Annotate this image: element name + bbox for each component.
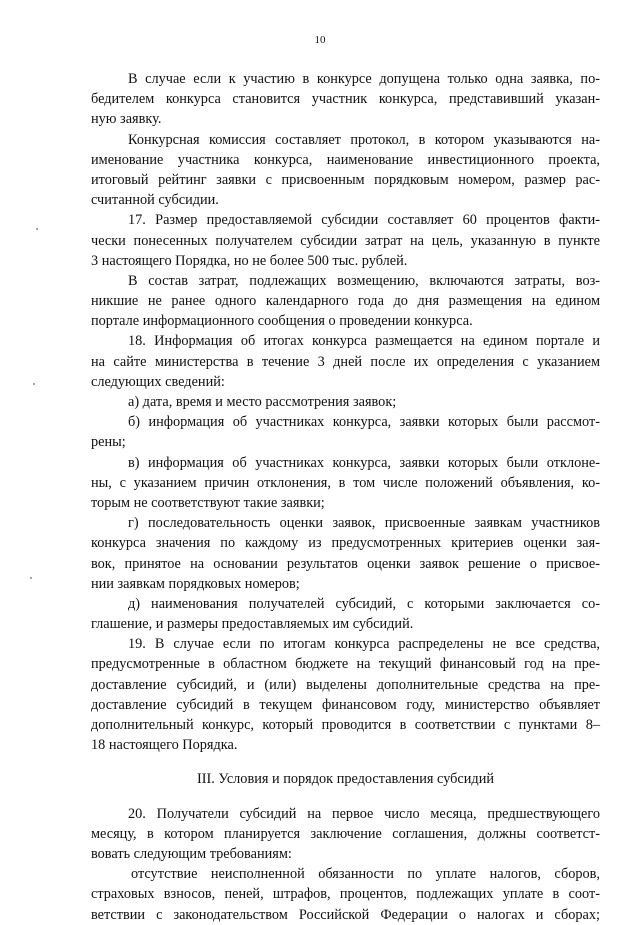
text-line: глашение, и размеры предоставляемых им субсидий.: [91, 616, 414, 633]
text-line: 19. В случае если по итогам конкурса распределены не все средства,: [128, 636, 600, 653]
text-line: месяцу, в котором планируется заключение соглашения, должны соответст-: [91, 825, 600, 842]
margin-mark: [30, 577, 32, 579]
document-body: [91, 69, 600, 925]
text-line: а) дата, время и место рассмотрения заявок;: [128, 394, 397, 410]
text-line: Конкурсная комиссия составляет протокол, в котором указываются на-: [128, 131, 600, 148]
text-line: конкурса значения по каждому из предусмотренных критериев оценки зая-: [91, 535, 600, 552]
text-line: 18 настоящего Порядка.: [91, 737, 238, 754]
text-line: следующих сведений:: [91, 373, 225, 390]
text-line: ветствии с законодательством Российской Федерации о налогах и сборах;: [91, 906, 600, 923]
text-line: именование участника конкурса, наименование инвестиционного проекта,: [91, 151, 600, 168]
text-line: нии заявкам порядковых номеров;: [91, 575, 300, 592]
text-line: ную заявку.: [91, 111, 162, 128]
text-line: на сайте министерства в течение 3 дней после их определения с указанием: [91, 353, 600, 370]
text-line: считанной субсидии.: [91, 192, 219, 209]
text-line: вок, принятое на основании результатов оценки заявок решение о присвое-: [91, 555, 600, 572]
text-line: итоговый рейтинг заявки с присвоенным порядковым номером, размер рас-: [91, 171, 600, 188]
text-line: отсутствие неисполненной обязанности по уплате налогов, сборов,: [131, 866, 600, 883]
text-line: рены;: [91, 434, 126, 451]
text-line: доставление субсидий, и (или) выделены дополнительные средства на пре-: [91, 676, 600, 693]
text-line: вовать следующим требованиям:: [91, 845, 292, 862]
text-line: д) наименования получателей субсидий, с которыми заключается со-: [128, 595, 600, 612]
text-line: дополнительный конкурс, который проводится в соответствии с пунктами 8–: [91, 717, 600, 733]
text-line: предусмотренные в областном бюджете на текущий финансовый год на пре-: [91, 656, 600, 673]
text-line: 18. Информация об итогах конкурса размещается на едином портале и: [128, 333, 600, 350]
margin-mark: [36, 228, 38, 230]
text-line: В состав затрат, подлежащих возмещению, включаются затраты, воз-: [128, 272, 600, 289]
section-heading: III. Условия и порядок предоставления субсидий: [196, 771, 495, 788]
text-line: г) последовательность оценки заявок, присвоенные заявкам участников: [128, 515, 600, 532]
text-line: 17. Размер предоставляемой субсидии составляет 60 процентов факти-: [128, 212, 600, 229]
text-line: в) информация об участниках конкурса, заявки которых были отклоне-: [128, 454, 600, 471]
text-line: страховых взносов, пеней, штрафов, процентов, подлежащих уплате в соот-: [91, 886, 600, 903]
text-line: доставление субсидий в текущем финансовом году, министерство объявляет: [91, 696, 600, 713]
text-line: портале информационного сообщения о проведении конкурса.: [91, 313, 473, 330]
page-number: 10: [314, 34, 326, 46]
text-line: В случае если к участию в конкурсе допущена только одна заявка, по-: [128, 71, 600, 87]
text-line: 3 настоящего Порядка, но не более 500 тыс. рублей.: [91, 252, 408, 269]
text-line: торым не соответствуют такие заявки;: [91, 494, 325, 511]
margin-mark: [33, 383, 35, 385]
text-line: чески понесенных получателем субсидии затрат на цель, указанную в пункте: [91, 232, 600, 249]
text-line: 20. Получатели субсидий на первое число месяца, предшествующего: [128, 805, 600, 822]
text-line: никшие не ранее одного календарного года до дня размещения на едином: [91, 293, 600, 310]
text-line: бедителем конкурса становится участник конкурса, представивший указан-: [91, 91, 600, 108]
text-line: б) информация об участниках конкурса, заявки которых были рассмот-: [128, 414, 600, 431]
text-line: ны, с указанием причин отклонения, в том числе положений объявления, ко-: [91, 474, 600, 491]
